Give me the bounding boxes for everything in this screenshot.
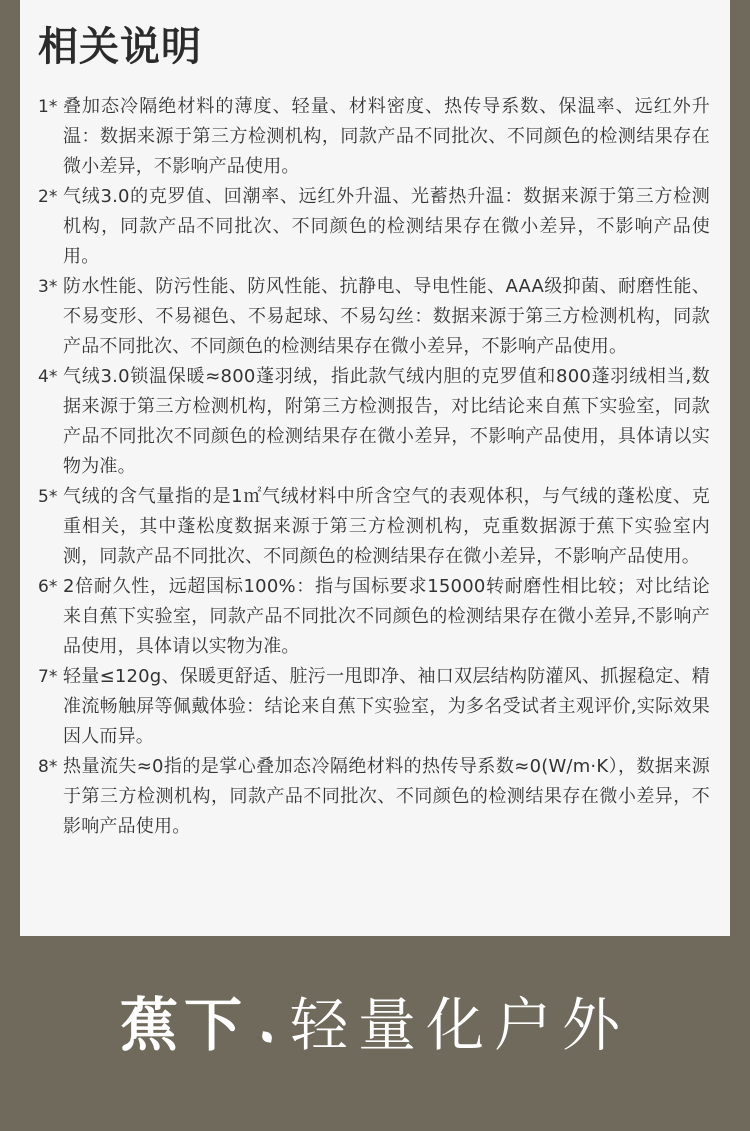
note-number: 6* [38, 577, 58, 597]
note-number: 3* [38, 277, 58, 297]
note-item [38, 752, 710, 842]
notes-list [38, 92, 710, 842]
note-number: 7* [38, 667, 58, 687]
note-text: 热量流失≈0指的是掌心叠加态冷隔绝材料的热传导系数≈0(W/m·K），数据来源于第三方检测机构，同款产品不同批次、不同颜色的检测结果存在微小差异，不影响产品使用。 [63, 756, 710, 837]
note-text: 轻量≤120g、保暖更舒适、脏污一甩即净、袖口双层结构防灌风、抓握稳定、精准流畅触屏等佩戴体验：结论来自蕉下实验室，为多名受试者主观评价,实际效果因人而异。 [63, 666, 710, 747]
note-item [38, 662, 710, 752]
note-text: 气绒的含气量指的是1㎡气绒材料中所含空气的表观体积，与气绒的蓬松度、克重相关，其中蓬松度数据来源于第三方检测机构，克重数据源于蕉下实验室内测，同款产品不同批次、不同颜色的检测结果存在微小差异，不影响产品使用。 [63, 486, 710, 567]
note-text: 防水性能、防污性能、防风性能、抗静电、导电性能、AAA级抑菌、耐磨性能、不易变形、不易褪色、不易起球、不易勾丝：数据来源于第三方检测机构，同款产品不同批次、不同颜色的检测结果存在微小差异，不影响产品使用。 [63, 276, 710, 357]
note-text: 气绒3.0锁温保暖≈800蓬羽绒，指此款气绒内胆的克罗值和800蓬羽绒相当,数据来源于第三方检测机构，附第三方检测报告，对比结论来自蕉下实验室，同款产品不同批次不同颜色的检测结果存在微小差异，不影响产品使用，具体请以实物为准。 [63, 366, 710, 477]
note-text: 2倍耐久性，远超国标100%：指与国标要求15000转耐磨性相比较；对比结论来自蕉下实验室，同款产品不同批次不同颜色的检测结果存在微小差异,不影响产品使用，具体请以实物为准。 [63, 576, 710, 657]
brand-name: 蕉下 [119, 991, 248, 1059]
note-item [38, 362, 710, 482]
note-number: 2* [38, 187, 58, 207]
note-number: 8* [38, 757, 58, 777]
note-item [38, 92, 710, 182]
note-number: 5* [38, 487, 58, 507]
brand-slogan [0, 985, 750, 1065]
note-number: 4* [38, 367, 58, 387]
note-item [38, 272, 710, 362]
note-text: 气绒3.0的克罗值、回潮率、远红外升温、光蓄热升温：数据来源于第三方检测机构，同款产品不同批次、不同颜色的检测结果存在微小差异，不影响产品使用。 [63, 186, 710, 267]
page-title: 相关说明 [38, 24, 202, 70]
note-item [38, 182, 710, 272]
note-number: 1* [38, 97, 58, 117]
note-text: 叠加态冷隔绝材料的薄度、轻量、材料密度、热传导系数、保温率、远红外升温：数据来源于第三方检测机构，同款产品不同批次、不同颜色的检测结果存在微小差异，不影响产品使用。 [63, 96, 710, 177]
notes-panel [20, 0, 730, 936]
leaf-dot-icon [261, 1031, 273, 1043]
note-item [38, 482, 710, 572]
brand-tagline: 轻量化户外 [290, 991, 631, 1059]
note-item [38, 572, 710, 662]
